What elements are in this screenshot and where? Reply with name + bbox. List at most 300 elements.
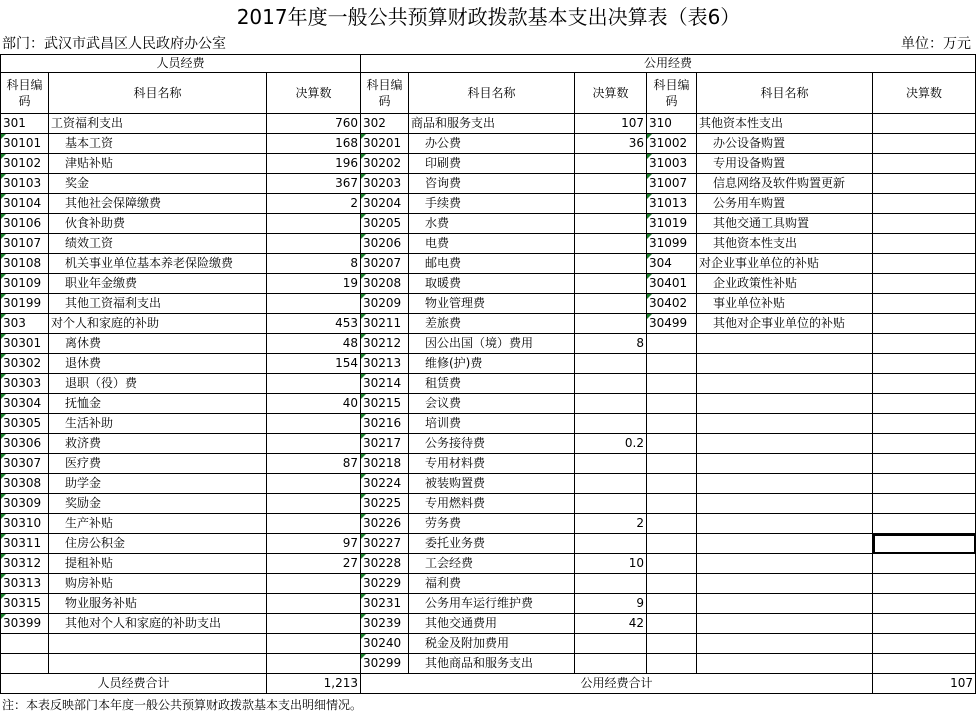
name-cell[interactable]: 电费 <box>409 234 575 254</box>
cell-text: 30304 <box>3 396 42 410</box>
name-cell[interactable] <box>697 554 873 574</box>
amount-cell[interactable] <box>873 114 976 134</box>
amount-cell[interactable] <box>267 514 361 534</box>
name-cell[interactable]: 奖金 <box>49 174 267 194</box>
code-cell[interactable] <box>1 154 49 174</box>
amount-cell[interactable] <box>575 494 647 514</box>
amount-cell[interactable] <box>575 634 647 654</box>
code-cell[interactable] <box>361 354 409 374</box>
cell-text: 30239 <box>363 616 402 630</box>
name-cell[interactable]: 助学金 <box>49 474 267 494</box>
cell-text: 30308 <box>3 476 42 490</box>
code-cell[interactable] <box>361 614 409 634</box>
amount-cell[interactable] <box>575 154 647 174</box>
name-cell[interactable]: 邮电费 <box>409 254 575 274</box>
comment-marker-icon <box>361 634 366 639</box>
amount-cell[interactable] <box>575 294 647 314</box>
amount-cell[interactable]: 154 <box>267 354 361 374</box>
name-cell[interactable]: 信息网络及软件购置更新 <box>697 174 873 194</box>
name-cell[interactable]: 生产补贴 <box>49 514 267 534</box>
code-cell[interactable] <box>647 574 697 594</box>
code-cell[interactable] <box>1 454 49 474</box>
cell-text: 30315 <box>3 596 42 610</box>
amount-cell[interactable] <box>267 654 361 674</box>
code-cell[interactable] <box>361 534 409 554</box>
code-cell[interactable] <box>361 454 409 474</box>
col-header-name[interactable]: 科目名称 <box>697 73 873 114</box>
amount-cell[interactable] <box>575 174 647 194</box>
code-cell[interactable] <box>647 354 697 374</box>
name-cell[interactable]: 其他工资福利支出 <box>49 294 267 314</box>
amount-cell[interactable] <box>873 254 976 274</box>
name-cell[interactable]: 专用设备购置 <box>697 154 873 174</box>
group-header-public[interactable]: 公用经费 <box>361 55 976 73</box>
amount-cell[interactable] <box>267 594 361 614</box>
code-cell[interactable] <box>647 514 697 534</box>
code-cell[interactable] <box>1 134 49 154</box>
amount-cell[interactable]: 40 <box>267 394 361 414</box>
name-cell[interactable]: 专用燃料费 <box>409 494 575 514</box>
code-cell[interactable] <box>361 514 409 534</box>
name-cell[interactable] <box>697 394 873 414</box>
name-cell[interactable]: 救济费 <box>49 434 267 454</box>
name-cell[interactable]: 维修(护)费 <box>409 354 575 374</box>
amount-cell[interactable] <box>873 374 976 394</box>
name-cell[interactable]: 其他对企事业单位的补贴 <box>697 314 873 334</box>
amount-cell[interactable] <box>575 574 647 594</box>
amount-cell[interactable] <box>873 594 976 614</box>
code-cell[interactable] <box>361 254 409 274</box>
code-cell[interactable] <box>647 394 697 414</box>
code-cell[interactable] <box>1 314 49 334</box>
amount-cell[interactable]: 27 <box>267 554 361 574</box>
code-cell[interactable] <box>647 274 697 294</box>
name-cell[interactable]: 生活补助 <box>49 414 267 434</box>
amount-cell[interactable] <box>873 234 976 254</box>
col-header-code[interactable]: 科目编码 <box>1 73 49 114</box>
name-cell[interactable]: 专用材料费 <box>409 454 575 474</box>
amount-cell[interactable] <box>575 414 647 434</box>
amount-cell[interactable] <box>575 474 647 494</box>
comment-marker-icon <box>361 534 366 539</box>
col-header-amount[interactable]: 决算数 <box>267 73 361 114</box>
amount-cell[interactable] <box>873 514 976 534</box>
cell-text: 30305 <box>3 416 42 430</box>
code-cell[interactable] <box>647 434 697 454</box>
amount-cell[interactable] <box>267 294 361 314</box>
name-cell[interactable]: 职业年金缴费 <box>49 274 267 294</box>
public-total-label[interactable]: 公用经费合计 <box>361 674 873 694</box>
code-cell[interactable] <box>361 594 409 614</box>
name-cell[interactable]: 其他对个人和家庭的补助支出 <box>49 614 267 634</box>
code-cell[interactable] <box>361 554 409 574</box>
code-cell[interactable] <box>361 374 409 394</box>
amount-cell[interactable] <box>267 474 361 494</box>
amount-cell[interactable] <box>575 354 647 374</box>
code-cell[interactable] <box>647 414 697 434</box>
name-cell[interactable] <box>697 634 873 654</box>
amount-cell[interactable]: 8 <box>267 254 361 274</box>
code-cell[interactable] <box>647 134 697 154</box>
group-header-personnel[interactable]: 人员经费 <box>1 55 361 73</box>
comment-marker-icon <box>647 214 652 219</box>
cell-text: 30231 <box>363 596 402 610</box>
amount-cell[interactable]: 107 <box>575 114 647 134</box>
code-cell[interactable] <box>361 334 409 354</box>
name-cell[interactable]: 基本工资 <box>49 134 267 154</box>
amount-cell[interactable] <box>873 354 976 374</box>
code-cell[interactable] <box>1 514 49 534</box>
amount-cell[interactable]: 0.2 <box>575 434 647 454</box>
name-cell[interactable]: 其他社会保障缴费 <box>49 194 267 214</box>
amount-cell[interactable]: 48 <box>267 334 361 354</box>
name-cell[interactable] <box>697 334 873 354</box>
amount-cell[interactable] <box>267 214 361 234</box>
cell-text: 30299 <box>363 656 402 670</box>
totals-row <box>1 674 976 694</box>
code-cell[interactable] <box>647 654 697 674</box>
code-cell[interactable] <box>361 154 409 174</box>
code-cell[interactable] <box>361 174 409 194</box>
table-row <box>1 414 976 434</box>
comment-marker-icon <box>361 274 366 279</box>
name-cell[interactable] <box>697 454 873 474</box>
name-cell[interactable]: 办公设备购置 <box>697 134 873 154</box>
comment-marker-icon <box>361 194 366 199</box>
name-cell[interactable] <box>697 494 873 514</box>
code-cell[interactable] <box>1 194 49 214</box>
amount-cell[interactable] <box>873 334 976 354</box>
amount-cell[interactable]: 10 <box>575 554 647 574</box>
code-cell[interactable]: 301 <box>1 114 49 134</box>
code-cell[interactable] <box>647 554 697 574</box>
amount-cell[interactable] <box>575 254 647 274</box>
amount-cell[interactable] <box>873 154 976 174</box>
name-cell[interactable]: 其他交通工具购置 <box>697 214 873 234</box>
cell-text: 30306 <box>3 436 42 450</box>
amount-cell[interactable] <box>873 474 976 494</box>
code-cell[interactable] <box>647 194 697 214</box>
name-cell[interactable] <box>697 594 873 614</box>
comment-marker-icon <box>1 174 6 179</box>
name-cell[interactable]: 差旅费 <box>409 314 575 334</box>
code-cell[interactable] <box>1 634 49 654</box>
table-row <box>1 614 976 634</box>
code-cell[interactable] <box>647 614 697 634</box>
amount-cell[interactable] <box>267 634 361 654</box>
code-cell[interactable] <box>361 194 409 214</box>
name-cell[interactable]: 住房公积金 <box>49 534 267 554</box>
report-title: 2017年度一般公共预算财政拨款基本支出决算表（表6） <box>236 5 741 29</box>
code-cell[interactable] <box>1 494 49 514</box>
name-cell[interactable]: 离休费 <box>49 334 267 354</box>
name-cell[interactable]: 印刷费 <box>409 154 575 174</box>
amount-cell[interactable] <box>873 174 976 194</box>
personnel-total-value[interactable]: 1,213 <box>267 674 361 694</box>
code-cell[interactable] <box>647 214 697 234</box>
code-cell[interactable] <box>361 274 409 294</box>
name-cell[interactable]: 伙食补助费 <box>49 214 267 234</box>
amount-cell[interactable] <box>267 614 361 634</box>
code-cell[interactable] <box>647 154 697 174</box>
code-cell[interactable] <box>1 614 49 634</box>
name-cell[interactable]: 绩效工资 <box>49 234 267 254</box>
code-cell[interactable] <box>647 294 697 314</box>
amount-cell[interactable] <box>575 274 647 294</box>
name-cell[interactable]: 公务接待费 <box>409 434 575 454</box>
amount-cell[interactable]: 36 <box>575 134 647 154</box>
amount-cell[interactable] <box>873 534 976 554</box>
amount-cell[interactable] <box>575 394 647 414</box>
name-cell[interactable]: 工会经费 <box>409 554 575 574</box>
name-cell[interactable]: 抚恤金 <box>49 394 267 414</box>
cell-text: 303 <box>3 316 26 330</box>
name-cell[interactable] <box>697 574 873 594</box>
code-cell[interactable] <box>647 174 697 194</box>
code-cell[interactable] <box>1 414 49 434</box>
code-cell[interactable] <box>1 554 49 574</box>
name-cell[interactable] <box>697 654 873 674</box>
amount-cell[interactable] <box>873 554 976 574</box>
table-row <box>1 194 976 214</box>
name-cell[interactable]: 购房补贴 <box>49 574 267 594</box>
comment-marker-icon <box>1 594 6 599</box>
code-cell[interactable] <box>361 574 409 594</box>
name-cell[interactable]: 工资福利支出 <box>49 114 267 134</box>
col-header-amount[interactable]: 决算数 <box>575 73 647 114</box>
name-cell[interactable]: 办公费 <box>409 134 575 154</box>
code-cell[interactable] <box>361 634 409 654</box>
cell-text: 30215 <box>363 396 402 410</box>
amount-cell[interactable] <box>873 134 976 154</box>
amount-cell[interactable] <box>575 234 647 254</box>
amount-cell[interactable]: 87 <box>267 454 361 474</box>
amount-cell[interactable] <box>267 414 361 434</box>
code-cell[interactable] <box>647 494 697 514</box>
code-cell[interactable] <box>361 234 409 254</box>
code-cell[interactable] <box>647 594 697 614</box>
code-cell[interactable] <box>361 654 409 674</box>
col-header-code[interactable]: 科目编码 <box>361 73 409 114</box>
name-cell[interactable]: 对个人和家庭的补助 <box>49 314 267 334</box>
code-cell[interactable] <box>647 634 697 654</box>
name-cell[interactable] <box>697 474 873 494</box>
code-cell[interactable] <box>1 374 49 394</box>
amount-cell[interactable]: 42 <box>575 614 647 634</box>
amount-cell[interactable] <box>575 314 647 334</box>
code-cell[interactable] <box>1 434 49 454</box>
name-cell[interactable] <box>697 534 873 554</box>
name-cell[interactable] <box>49 634 267 654</box>
code-cell[interactable] <box>647 374 697 394</box>
code-cell[interactable] <box>361 474 409 494</box>
name-cell[interactable]: 提租补贴 <box>49 554 267 574</box>
code-cell[interactable] <box>1 354 49 374</box>
amount-cell[interactable] <box>873 394 976 414</box>
amount-cell[interactable] <box>575 534 647 554</box>
code-cell[interactable] <box>1 214 49 234</box>
code-cell[interactable] <box>1 394 49 414</box>
code-cell[interactable] <box>1 334 49 354</box>
name-cell[interactable]: 退职（役）费 <box>49 374 267 394</box>
name-cell[interactable]: 福利费 <box>409 574 575 594</box>
code-cell[interactable] <box>1 654 49 674</box>
code-cell[interactable] <box>647 454 697 474</box>
name-cell[interactable]: 企业政策性补贴 <box>697 274 873 294</box>
name-cell[interactable]: 退休费 <box>49 354 267 374</box>
name-cell[interactable]: 津贴补贴 <box>49 154 267 174</box>
code-cell[interactable] <box>1 474 49 494</box>
name-cell[interactable]: 对企业事业单位的补贴 <box>697 254 873 274</box>
public-total-value[interactable]: 107 <box>873 674 976 694</box>
code-cell[interactable] <box>361 134 409 154</box>
amount-cell[interactable] <box>267 234 361 254</box>
name-cell[interactable] <box>697 374 873 394</box>
table-row <box>1 574 976 594</box>
code-cell[interactable] <box>361 494 409 514</box>
amount-cell[interactable]: 760 <box>267 114 361 134</box>
code-cell[interactable] <box>1 574 49 594</box>
cell-text: 30402 <box>649 296 688 310</box>
name-cell[interactable]: 其他资本性支出 <box>697 234 873 254</box>
name-cell[interactable]: 公务用车购置 <box>697 194 873 214</box>
name-cell[interactable]: 奖励金 <box>49 494 267 514</box>
cell-text: 31003 <box>649 156 688 170</box>
code-cell[interactable] <box>1 234 49 254</box>
amount-cell[interactable] <box>873 614 976 634</box>
code-cell[interactable] <box>647 534 697 554</box>
code-cell[interactable] <box>1 174 49 194</box>
amount-cell[interactable] <box>873 454 976 474</box>
amount-cell[interactable]: 2 <box>575 514 647 534</box>
amount-cell[interactable] <box>267 374 361 394</box>
amount-cell[interactable] <box>267 494 361 514</box>
name-cell[interactable] <box>697 434 873 454</box>
name-cell[interactable]: 咨询费 <box>409 174 575 194</box>
name-cell[interactable]: 劳务费 <box>409 514 575 534</box>
code-cell[interactable] <box>1 594 49 614</box>
code-cell[interactable] <box>647 254 697 274</box>
amount-cell[interactable] <box>575 194 647 214</box>
code-cell[interactable] <box>361 294 409 314</box>
code-cell[interactable] <box>361 434 409 454</box>
amount-cell[interactable] <box>575 654 647 674</box>
code-cell[interactable] <box>647 334 697 354</box>
amount-cell[interactable] <box>873 654 976 674</box>
name-cell[interactable]: 会议费 <box>409 394 575 414</box>
name-cell[interactable]: 事业单位补贴 <box>697 294 873 314</box>
amount-cell[interactable]: 367 <box>267 174 361 194</box>
amount-cell[interactable] <box>575 374 647 394</box>
comment-marker-icon <box>647 254 652 259</box>
table-row <box>1 314 976 334</box>
amount-cell[interactable] <box>873 494 976 514</box>
col-header-code[interactable]: 科目编码 <box>647 73 697 114</box>
code-cell[interactable]: 302 <box>361 114 409 134</box>
cell-text: 30228 <box>363 556 402 570</box>
amount-cell[interactable] <box>873 214 976 234</box>
cell-text: 30499 <box>649 316 688 330</box>
name-cell[interactable]: 培训费 <box>409 414 575 434</box>
name-cell[interactable]: 其他商品和服务支出 <box>409 654 575 674</box>
amount-cell[interactable] <box>267 434 361 454</box>
code-cell[interactable] <box>1 254 49 274</box>
amount-cell[interactable]: 19 <box>267 274 361 294</box>
amount-cell[interactable]: 196 <box>267 154 361 174</box>
name-cell[interactable]: 物业管理费 <box>409 294 575 314</box>
name-cell[interactable]: 手续费 <box>409 194 575 214</box>
name-cell[interactable]: 委托业务费 <box>409 534 575 554</box>
amount-cell[interactable]: 168 <box>267 134 361 154</box>
name-cell[interactable]: 机关事业单位基本养老保险缴费 <box>49 254 267 274</box>
name-cell[interactable]: 因公出国（境）费用 <box>409 334 575 354</box>
name-cell[interactable]: 物业服务补贴 <box>49 594 267 614</box>
amount-cell[interactable]: 9 <box>575 594 647 614</box>
code-cell[interactable] <box>1 534 49 554</box>
code-cell[interactable]: 310 <box>647 114 697 134</box>
code-cell[interactable] <box>647 314 697 334</box>
code-cell[interactable] <box>647 234 697 254</box>
amount-cell[interactable] <box>873 274 976 294</box>
col-header-name[interactable]: 科目名称 <box>49 73 267 114</box>
personnel-total-label[interactable]: 人员经费合计 <box>1 674 267 694</box>
code-cell[interactable] <box>361 414 409 434</box>
name-cell[interactable]: 其他交通费用 <box>409 614 575 634</box>
amount-cell[interactable] <box>873 414 976 434</box>
code-cell[interactable] <box>361 214 409 234</box>
amount-cell[interactable] <box>873 634 976 654</box>
name-cell[interactable]: 税金及附加费用 <box>409 634 575 654</box>
amount-cell[interactable]: 453 <box>267 314 361 334</box>
name-cell[interactable] <box>697 514 873 534</box>
cell-text: 31013 <box>649 196 688 210</box>
name-cell[interactable]: 医疗费 <box>49 454 267 474</box>
table-row <box>1 234 976 254</box>
comment-marker-icon <box>647 174 652 179</box>
amount-cell[interactable] <box>575 214 647 234</box>
amount-cell[interactable] <box>873 314 976 334</box>
name-cell[interactable]: 租赁费 <box>409 374 575 394</box>
name-cell[interactable] <box>697 414 873 434</box>
name-cell[interactable] <box>697 354 873 374</box>
name-cell[interactable]: 公务用车运行维护费 <box>409 594 575 614</box>
amount-cell[interactable] <box>575 454 647 474</box>
amount-cell[interactable] <box>873 434 976 454</box>
code-cell[interactable] <box>1 274 49 294</box>
name-cell[interactable]: 其他资本性支出 <box>697 114 873 134</box>
name-cell[interactable] <box>49 654 267 674</box>
col-header-name[interactable]: 科目名称 <box>409 73 575 114</box>
amount-cell[interactable] <box>873 574 976 594</box>
name-cell[interactable]: 被装购置费 <box>409 474 575 494</box>
amount-cell[interactable]: 8 <box>575 334 647 354</box>
name-cell[interactable] <box>697 614 873 634</box>
name-cell[interactable]: 水费 <box>409 214 575 234</box>
code-cell[interactable] <box>647 474 697 494</box>
code-cell[interactable] <box>361 394 409 414</box>
col-header-amount[interactable]: 决算数 <box>873 73 976 114</box>
name-cell[interactable]: 商品和服务支出 <box>409 114 575 134</box>
code-cell[interactable] <box>1 294 49 314</box>
name-cell[interactable]: 取暖费 <box>409 274 575 294</box>
comment-marker-icon <box>647 294 652 299</box>
code-cell[interactable] <box>361 314 409 334</box>
amount-cell[interactable] <box>267 574 361 594</box>
amount-cell[interactable]: 97 <box>267 534 361 554</box>
amount-cell[interactable] <box>873 194 976 214</box>
amount-cell[interactable] <box>873 294 976 314</box>
amount-cell[interactable]: 2 <box>267 194 361 214</box>
